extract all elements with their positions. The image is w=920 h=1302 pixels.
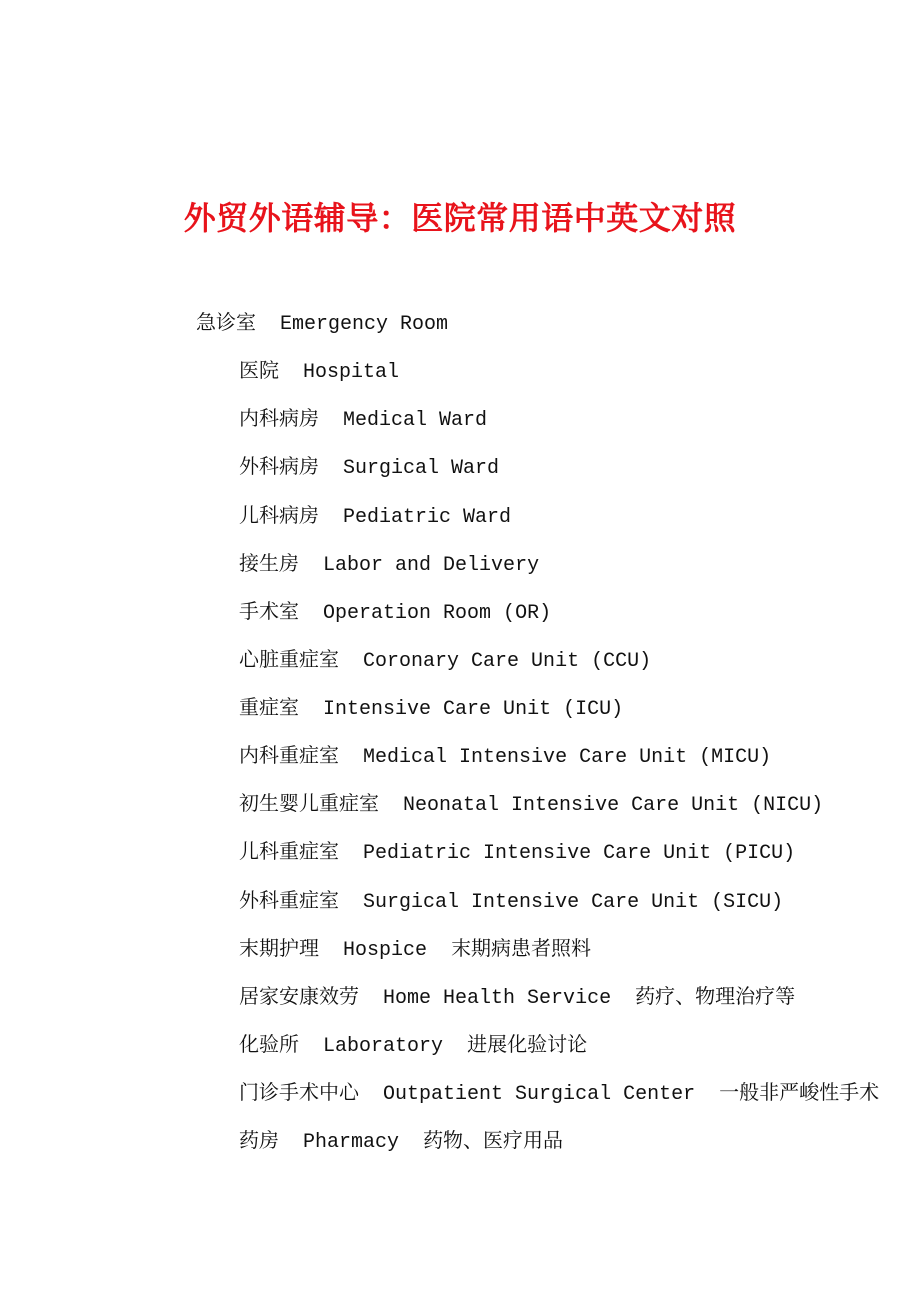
- term-chinese: 内科病房: [239, 409, 320, 432]
- term-english: Emergency Room: [280, 313, 449, 336]
- term-chinese: 儿科病房: [239, 506, 320, 529]
- term-chinese: 化验所: [239, 1035, 300, 1058]
- term-english: Operation Room (OR): [323, 602, 552, 625]
- term-chinese: 重症室: [239, 698, 300, 721]
- term-english: Surgical Intensive Care Unit (SICU): [363, 891, 784, 914]
- term-english: Labor and Delivery: [323, 554, 540, 577]
- page-title: 外贸外语辅导：医院常用语中英文对照: [183, 199, 737, 237]
- term-english: Pediatric Intensive Care Unit (PICU): [363, 842, 796, 865]
- term-note: 药疗、物理治疗等: [635, 987, 796, 1010]
- term-english: Coronary Care Unit (CCU): [363, 650, 652, 673]
- term-english: Neonatal Intensive Care Unit (NICU): [403, 794, 824, 817]
- term-chinese: 接生房: [239, 554, 300, 577]
- term-english: Surgical Ward: [343, 457, 500, 480]
- term-chinese: 内科重症室: [239, 746, 340, 769]
- term-chinese: 门诊手术中心: [239, 1083, 360, 1106]
- term-note: 药物、医疗用品: [423, 1131, 564, 1154]
- term-english: Hospital: [303, 361, 400, 384]
- term-chinese: 居家安康效劳: [239, 987, 360, 1010]
- term-note: 一般非严峻性手术: [719, 1083, 880, 1106]
- term-line: [167, 1098, 563, 1188]
- term-chinese: 外科病房: [239, 457, 320, 480]
- term-note: 进展化验讨论: [467, 1035, 588, 1058]
- term-chinese: 初生婴儿重症室: [239, 794, 380, 817]
- term-english: Intensive Care Unit (ICU): [323, 698, 624, 721]
- term-english: Hospice: [343, 939, 428, 962]
- term-chinese: 手术室: [239, 602, 300, 625]
- term-chinese: 医院: [239, 361, 280, 384]
- term-english: Home Health Service: [383, 987, 612, 1010]
- term-chinese: 急诊室: [196, 313, 257, 336]
- term-chinese: 末期护理: [239, 939, 320, 962]
- term-chinese: 儿科重症室: [239, 842, 340, 865]
- term-note: 末期病患者照料: [451, 939, 592, 962]
- term-chinese: 药房: [239, 1131, 280, 1154]
- term-english: Outpatient Surgical Center: [383, 1083, 696, 1106]
- term-chinese: 外科重症室: [239, 891, 340, 914]
- term-english: Medical Intensive Care Unit (MICU): [363, 746, 772, 769]
- term-english: Pharmacy: [303, 1131, 400, 1154]
- term-english: Laboratory: [323, 1035, 444, 1058]
- term-english: Pediatric Ward: [343, 506, 512, 529]
- term-english: Medical Ward: [343, 409, 488, 432]
- term-chinese: 心脏重症室: [239, 650, 340, 673]
